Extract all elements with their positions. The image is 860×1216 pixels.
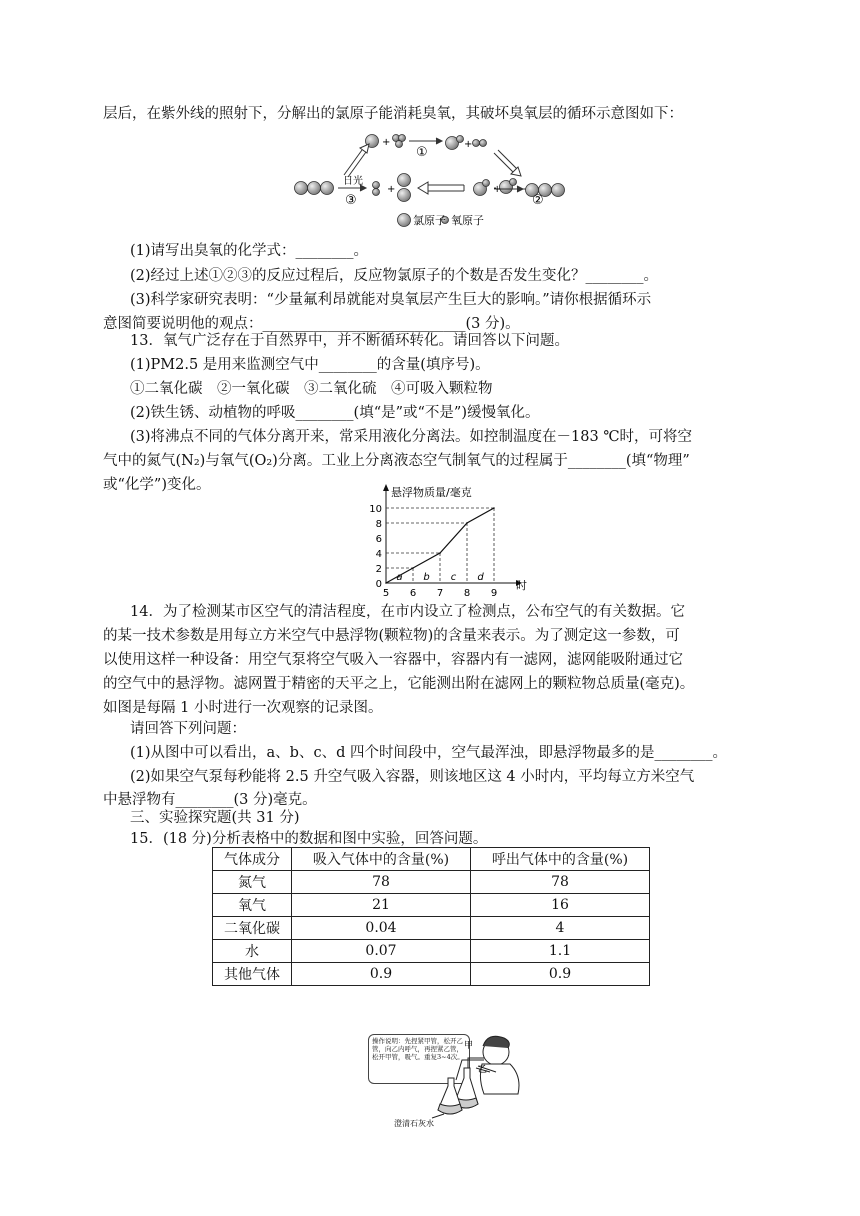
table-header: 气体成分 bbox=[213, 848, 292, 871]
section3-heading: 三、实验探究题(共 31 分) bbox=[130, 810, 300, 826]
table-header: 呼出气体中的含量(%) bbox=[471, 848, 650, 871]
q14-line4: 的空气中的悬浮物。滤网置于精密的天平之上，它能测出附在滤网上的颗粒物总质量(毫克)。 bbox=[103, 676, 695, 692]
x-tick-label: 8 bbox=[463, 588, 471, 599]
limewater-label: 澄清石灰水 bbox=[394, 1119, 434, 1128]
x-tick-label: 5 bbox=[382, 588, 390, 599]
table-header: 吸入气体中的含量(%) bbox=[292, 848, 471, 871]
segment-label: a bbox=[396, 572, 403, 583]
x-tick-label: 9 bbox=[490, 588, 498, 599]
q13-stem: 13．氧气广泛存在于自然界中，并不断循环转化。请回答以下问题。 bbox=[130, 333, 569, 349]
step3-label: ③ bbox=[345, 193, 357, 208]
q14-line3: 以使用这样一种设备：用空气泵将空气吸入一容器中，容器内有一滤网，滤网能吸附通过它 bbox=[103, 652, 683, 668]
data-point bbox=[493, 507, 495, 509]
table-row bbox=[213, 894, 650, 917]
table-cell: 16 bbox=[471, 894, 650, 917]
q13-part1: (1)PM2.5 是用来监测空气中________的含量(填序号)。 bbox=[130, 357, 490, 373]
step1-label: ① bbox=[416, 145, 428, 160]
x-tick-label: 6 bbox=[409, 588, 417, 599]
table-cell: 21 bbox=[292, 894, 471, 917]
oxygen-atom bbox=[480, 140, 487, 147]
table-cell: 其他气体 bbox=[213, 963, 292, 986]
table-row bbox=[213, 871, 650, 894]
segment-label: c bbox=[450, 572, 457, 583]
y-tick-label: 4 bbox=[375, 549, 382, 560]
chlorine-atom bbox=[398, 189, 411, 202]
y-tick-label: 10 bbox=[369, 504, 382, 515]
segment-label: d bbox=[477, 572, 484, 583]
oxygen-atom bbox=[483, 180, 490, 187]
data-point bbox=[385, 582, 387, 584]
breathing-experiment-illustration bbox=[394, 1032, 540, 1128]
chlorine-atom bbox=[308, 182, 321, 195]
plus-sign: + bbox=[387, 184, 396, 195]
q14-line1: 14．为了检测某市区空气的清洁程度，在市内设立了检测点，公布空气的有关数据。它 bbox=[130, 604, 685, 620]
q13-part3c: 或“化学”)变化。 bbox=[103, 477, 211, 493]
y-axis-label: 悬浮物质量/毫克 bbox=[391, 486, 472, 499]
table-cell: 78 bbox=[292, 871, 471, 894]
label-jia: 甲 bbox=[464, 1041, 474, 1051]
q12-part3b: 意图简要说明他的观点：____________________________(3 分)。 bbox=[103, 316, 520, 332]
x-tick-label: 7 bbox=[436, 588, 444, 599]
data-point bbox=[466, 522, 468, 524]
plus-sign: + bbox=[493, 184, 502, 195]
chlorine-atom bbox=[373, 182, 380, 189]
legend-chlorine-icon bbox=[398, 214, 411, 227]
q14-part2b: 中悬浮物有________(3 分)毫克。 bbox=[103, 792, 317, 808]
table-cell: 78 bbox=[471, 871, 650, 894]
table-cell: 0.9 bbox=[471, 963, 650, 986]
x-axis-label: 时 bbox=[516, 579, 527, 592]
label-yi: 乙 bbox=[478, 1065, 488, 1075]
q13-part3a: (3)将沸点不同的气体分离开来，常采用液化分离法。如控制温度在－183 ℃时，可将空 bbox=[130, 429, 693, 445]
oxygen-atom bbox=[373, 189, 380, 196]
q13-part2: (2)铁生锈、动植物的呼吸________(填“是”或“不是”)缓慢氧化。 bbox=[130, 405, 540, 421]
oxygen-atom bbox=[396, 141, 403, 148]
table-cell: 4 bbox=[471, 917, 650, 940]
q14-part1: (1)从图中可以看出，a、b、c、d 四个时间段中，空气最浑浊，即悬浮物最多的是________。 bbox=[130, 745, 727, 761]
table-cell: 水 bbox=[213, 940, 292, 963]
legend-oxygen-label: 氧原子 bbox=[451, 214, 484, 227]
y-tick-label: 2 bbox=[375, 564, 382, 575]
intro-line: 层后，在紫外线的照射下，分解出的氯原子能消耗臭氧，其破坏臭氧层的循环示意图如下： bbox=[103, 106, 683, 122]
table-cell: 1.1 bbox=[471, 940, 650, 963]
table-header-row bbox=[213, 848, 650, 871]
q13-options: ①二氧化碳 ②一氧化碳 ③二氧化硫 ④可吸入颗粒物 bbox=[130, 381, 493, 397]
q14-prompt: 请回答下列问题： bbox=[130, 721, 246, 737]
y-axis-arrow bbox=[383, 484, 389, 491]
segment-label: b bbox=[423, 572, 430, 583]
table-cell: 氮气 bbox=[213, 871, 292, 894]
plus-sign: + bbox=[382, 137, 391, 148]
table-row bbox=[213, 917, 650, 940]
gas-composition-table bbox=[212, 847, 650, 986]
chlorine-atom bbox=[295, 182, 308, 195]
table-cell: 0.07 bbox=[292, 940, 471, 963]
q12-part2: (2)经过上述①②③的反应过程后，反应物氯原子的个数是否发生变化？________。 bbox=[130, 268, 659, 284]
table-cell: 二氧化碳 bbox=[213, 917, 292, 940]
data-point bbox=[439, 552, 441, 554]
chlorine-atom bbox=[552, 184, 565, 197]
table-cell: 氧气 bbox=[213, 894, 292, 917]
operation-instructions-bubble: 操作说明：先捏紧甲管，松开乙管，向乙内呼气，再捏紧乙管，松开甲管，吸气。重复3~4次。 bbox=[368, 1034, 470, 1084]
table-row bbox=[213, 940, 650, 963]
oxygen-atom bbox=[473, 140, 480, 147]
step2-label: ② bbox=[532, 193, 544, 208]
table-cell: 0.9 bbox=[292, 963, 471, 986]
table-row bbox=[213, 963, 650, 986]
q12-part1: (1)请写出臭氧的化学式：________。 bbox=[130, 243, 369, 259]
q12-part3a: (3)科学家研究表明：“少量氟利昂就能对臭氧层产生巨大的影响。”请你根据循环示 bbox=[130, 292, 652, 308]
q14-part2a: (2)如果空气泵每秒能将 2.5 升空气吸入容器，则该地区这 4 小时内，平均每立方米空气 bbox=[130, 769, 695, 785]
chlorine-atom bbox=[321, 182, 334, 195]
q14-line5: 如图是每隔 1 小时进行一次观察的记录图。 bbox=[103, 700, 383, 716]
y-tick-label: 0 bbox=[375, 579, 382, 590]
plus-sign: + bbox=[464, 139, 473, 150]
y-tick-label: 6 bbox=[375, 534, 382, 545]
chlorine-atom bbox=[398, 174, 411, 187]
legend-chlorine-label: 氯原子 bbox=[413, 214, 446, 227]
sunlight-label: 日光 bbox=[343, 176, 363, 187]
oxygen-atom bbox=[457, 136, 464, 143]
q15-stem: 15．(18 分)分析表格中的数据和图中实验，回答问题。 bbox=[130, 831, 488, 847]
oxygen-atom bbox=[510, 179, 517, 186]
suspended-matter-chart bbox=[360, 482, 530, 600]
q13-part3b: 气中的氮气(N₂)与氧气(O₂)分离。工业上分离液态空气制氧气的过程属于________(填“物理” bbox=[103, 453, 690, 469]
data-point bbox=[412, 567, 414, 569]
table-cell: 0.04 bbox=[292, 917, 471, 940]
y-tick-label: 8 bbox=[375, 519, 382, 530]
q14-line2: 的某一技术参数是用每立方米空气中悬浮物(颗粒物)的含量来表示。为了测定这一参数，可 bbox=[103, 628, 680, 644]
ozone-cycle-diagram bbox=[288, 128, 558, 232]
